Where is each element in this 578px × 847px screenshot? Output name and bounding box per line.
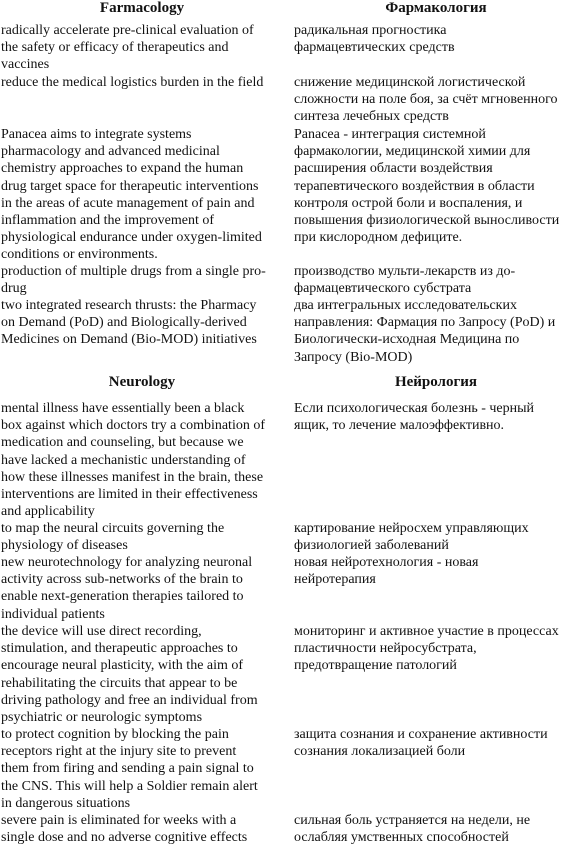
russian-text: защита сознания и сохранение активности сознания локализацией боли [294, 727, 548, 760]
russian-text: Если психологическая болезнь - черный ящик, то лечение малоэффективно. [294, 401, 535, 434]
russian-text: новая нейротехнология - новая нейротерапия [294, 555, 479, 588]
english-text: two integrated research thrusts: the Pharmacy on Demand (PoD) and Biologically-derived Medicines on Demand (Bio-MOD) initiatives [1, 298, 257, 348]
heading-russian: Нейрология [394, 374, 478, 390]
section-header [0, 0, 578, 18]
russian-text: производство мульти-лекарств из до- фармацевтического субстрата [294, 264, 516, 297]
russian-text: мониторинг и активное участие в процессах пластичности нейросубстрата, предотвращение патологий [294, 624, 559, 674]
heading-english: Neurology [108, 374, 176, 390]
russian-text: два интегральных исследовательских направления: Фармация по Запросу (PoD) и Биологически-исходная Медицина по Запросу (Bio-MOD) [294, 298, 556, 365]
english-text: severe pain is eliminated for weeks with a single dose and no adverse cognitive effects [1, 813, 248, 846]
heading-english: Farmacology [99, 0, 185, 16]
russian-text: сильная боль устраняется на недели, не ослабляя умственных способностей [294, 813, 531, 846]
english-text: production of multiple drugs from a single pro- drug [1, 264, 266, 297]
english-text: radically accelerate pre-clinical evaluation of the safety or efficacy of therapeutics and vaccines [1, 23, 254, 73]
russian-text: радикальная прогностика фармацевтических средств [294, 23, 455, 56]
english-text: to map the neural circuits governing the physiology of diseases [1, 521, 225, 554]
english-text: the device will use direct recording, stimulation, and therapeutic approaches to encourage neural plasticity, with the aim of rehabilitating the circuits that appear to be driving pathology and free an individual from psychiatric or neurologic symptoms [1, 624, 258, 726]
english-text: to protect cognition by blocking the pain receptors right at the injury site to prevent them from firing and sending a pain signal to the CNS. This will help a Soldier remain alert in dangerous situations [1, 727, 258, 811]
russian-text: картирование нейросхем управляющих физиологией заболеваний [294, 521, 529, 554]
english-text: new neurotechnology for analyzing neuronal activity across sub-networks of the brain to enable next-generation therapies tailored to individual patients [1, 555, 253, 622]
english-text: reduce the medical logistics burden in the field [1, 75, 264, 90]
section-header [0, 374, 578, 392]
russian-text: снижение медицинской логистической сложности на поле боя, за счёт мгновенного синтеза лечебных средств [294, 75, 558, 125]
english-text: mental illness have essentially been a black box against which doctors try a combination of medication and counseling, but because we have lacked a mechanistic understanding of how these illnesses manifest in the brain, these interventions are limited in their effectiveness and applicability [1, 401, 265, 520]
russian-text: Panacea - интеграция системной фармакологии, медицинской химии для расширения области воздействия терапевтического воздействия в области контроля острой боли и воспаления, и повышения физиологической выносливости при кислородном дефиците. [294, 127, 560, 246]
english-text: Panacea aims to integrate systems pharmacology and advanced medicinal chemistry approaches to expand the human drug target space for therapeutic interventions in the areas of acute management of pain and inflammation and the improvement of physiological endurance under oxygen-limited conditions or environments. [1, 127, 262, 263]
heading-russian: Фармакология [385, 0, 487, 16]
